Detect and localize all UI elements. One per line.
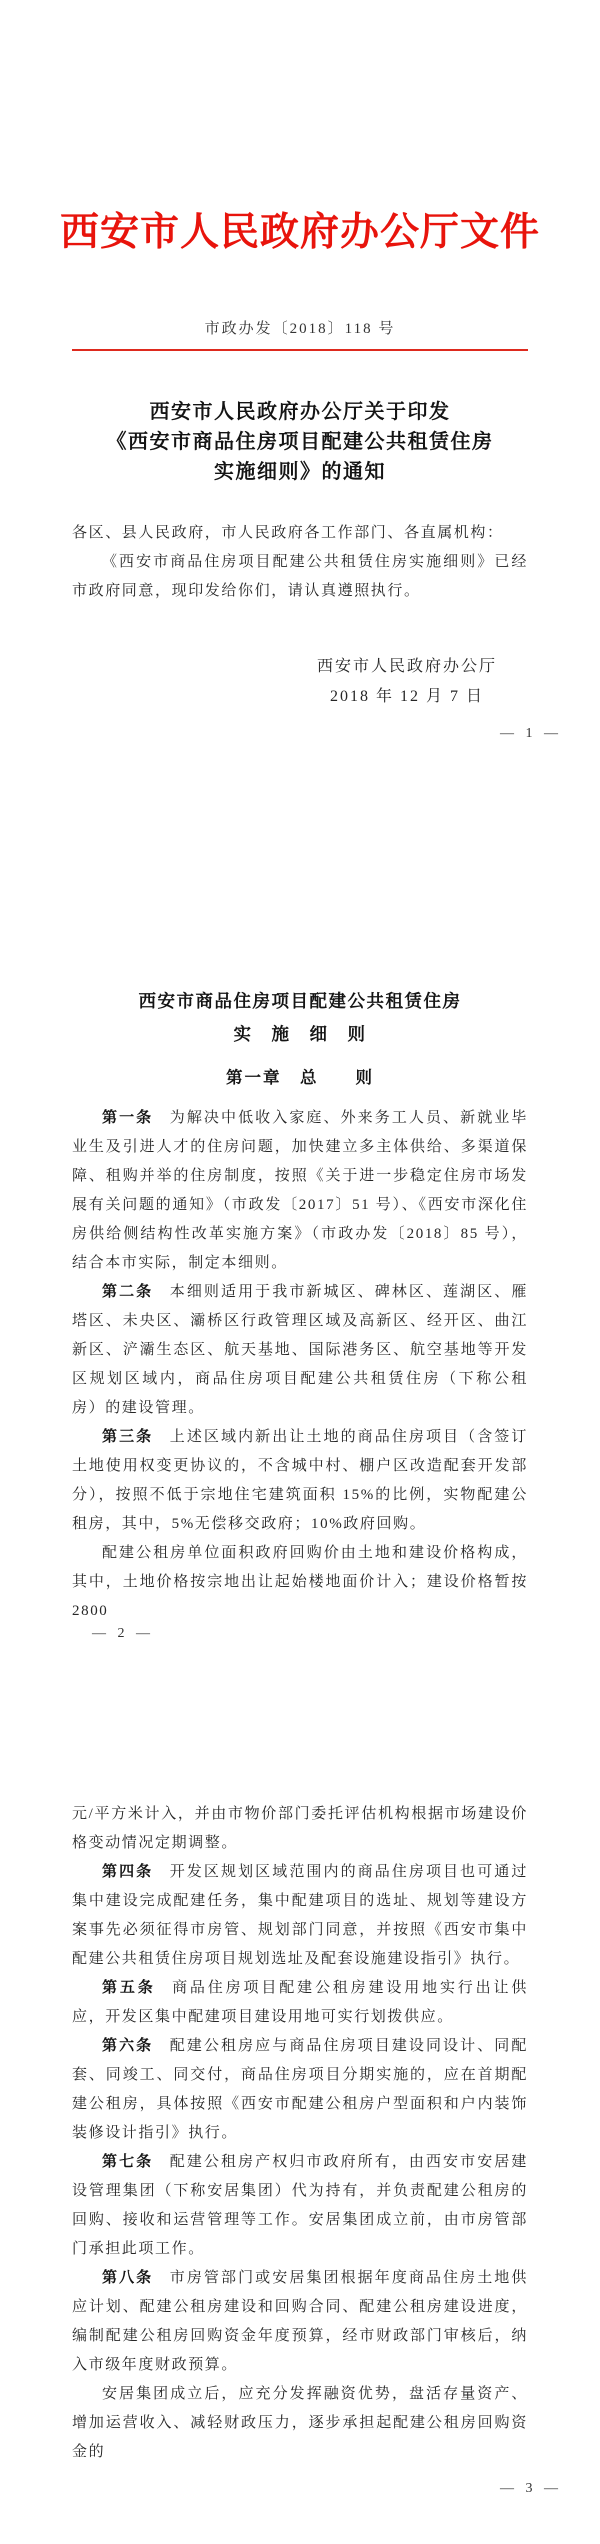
red-divider-line [72, 349, 528, 351]
article-paragraph [72, 2264, 528, 2380]
agency-letterhead-title: 西安市人民政府办公厅文件 [59, 211, 540, 254]
article-label: 第五条 [102, 1980, 156, 1996]
article-text: 本细则适用于我市新城区、碑林区、莲湖区、雁塔区、未央区、灞桥区行政管理区域及高新区、经开区、曲江新区、浐灞生态区、航天基地、国际港务区、航空基地等开发区规划区域内，商品住房项目配建公共租赁住房（下称公租房）的建设管理。 [72, 1284, 528, 1416]
articles-block-page2 [0, 1104, 600, 1626]
article-text: 配建公租房应与商品住房项目建设同设计、同配套、同竣工、同交付，商品住房项目分期实施的，应在首期配建公租房，具体按照《西安市配建公租房户型面积和户内装饰装修设计指引》执行。 [72, 2038, 528, 2141]
notice-title-line: 《西安市商品住房项目配建公共租赁住房 [106, 431, 494, 453]
article-text: 为解决中低收入家庭、外来务工人员、新就业毕业生及引进人才的住房问题，加快建立多主体供给、多渠道保障、租购并举的住房制度，按照《关于进一步稳定住房市场发展有关问题的通知》（市政发〔2017〕51 号）、《西安市深化住房供给侧结构性改革实施方案》（市政办发〔2018〕85 号），结合本市实际，制定本细则。 [72, 1110, 528, 1271]
article-text: 配建公租房单位面积政府回购价由土地和建设价格构成，其中，土地价格按宗地出让起始楼地面价计入；建设价格暂按 2800 [72, 1545, 528, 1619]
article-paragraph [72, 2380, 528, 2467]
page-number-2: — 2 — [92, 1626, 154, 1641]
article-paragraph [72, 2032, 528, 2148]
article-label: 第七条 [102, 2154, 154, 2170]
article-label: 第三条 [102, 1429, 154, 1445]
salutation: 各区、县人民政府，市人民政府各工作部门、各直属机构： [72, 525, 504, 541]
article-paragraph [72, 2148, 528, 2264]
article-paragraph [72, 1858, 528, 1974]
article-paragraph [72, 1278, 528, 1423]
article-text: 元/平方米计入，并由市物价部门委托评估机构根据市场建设价格变动情况定期调整。 [72, 1806, 528, 1851]
article-paragraph [72, 1974, 528, 2032]
document-page-2 [0, 985, 600, 1642]
article-paragraph [72, 1800, 528, 1858]
article-label: 第八条 [102, 2270, 154, 2286]
article-text: 市房管部门或安居集团根据年度商品住房土地供应计划、配建公租房建设和回购合同、配建公租房建设进度，编制配建公租房回购资金年度预算，经市财政部门审核后，纳入市级年度财政预算。 [72, 2270, 528, 2373]
articles-block-page3 [0, 1800, 600, 2467]
page-number-3: — 3 — [500, 2481, 562, 2496]
signing-agency: 西安市人民政府办公厅 [316, 658, 497, 675]
notice-body-block [0, 519, 600, 606]
signing-date: 2018 年 12 月 7 日 [329, 688, 484, 705]
regulation-title-line: 实 施 细 则 [233, 1024, 367, 1044]
article-text: 开发区规划区域范围内的商品住房项目也可通过集中建设完成配建任务，集中配建项目的选址、规划等建设方案事先必须征得市房管、规划部门同意，并按照《西安市集中配建公共租赁住房项目规划选址及配套设施建设指引》执行。 [72, 1864, 528, 1967]
regulation-title [0, 985, 600, 1051]
article-label: 第六条 [102, 2038, 154, 2054]
notice-body-paragraph: 《西安市商品住房项目配建公共租赁住房实施细则》已经市政府同意，现印发给你们，请认真遵照执行。 [72, 554, 528, 599]
signature-block [302, 652, 512, 712]
document-page-3 [0, 1800, 600, 2497]
document-number: 市政办发〔2018〕118 号 [204, 321, 396, 337]
article-text: 安居集团成立后，应充分发挥融资优势，盘活存量资产、增加运营收入、减轻财政压力，逐步承担起配建公租房回购资金的 [72, 2386, 528, 2460]
notice-title-line: 实施细则》的通知 [214, 461, 386, 483]
article-text: 配建公租房产权归市政府所有，由西安市安居建设管理集团（下称安居集团）代为持有，并负责配建公租房的回购、接收和运营管理等工作。安居集团成立前，由市房管部门承担此项工作。 [72, 2154, 528, 2257]
page-number-1: — 1 — [500, 726, 562, 741]
article-label: 第四条 [102, 1864, 154, 1880]
article-paragraph [72, 1539, 528, 1626]
regulation-title-line: 西安市商品住房项目配建公共租赁住房 [138, 991, 462, 1011]
article-text: 商品住房项目配建公租房建设用地实行出让供应，开发区集中配建项目建设用地可实行划拨供应。 [72, 1980, 528, 2025]
article-text: 上述区域内新出让土地的商品住房项目（含签订土地使用权变更协议的，不含城中村、棚户区改造配套开发部分），按照不低于宗地住宅建筑面积 15%的比例，实物配建公租房，其中，5%无偿移交政府；10%政府回购。 [72, 1429, 528, 1532]
article-label: 第一条 [102, 1110, 154, 1126]
article-paragraph [72, 1423, 528, 1539]
document-page-1 [0, 0, 600, 742]
article-paragraph [72, 1104, 528, 1278]
chapter-heading: 第一章 总 则 [226, 1068, 374, 1087]
notice-title [0, 397, 600, 487]
notice-title-line: 西安市人民政府办公厅关于印发 [149, 401, 451, 423]
article-label: 第二条 [102, 1284, 154, 1300]
